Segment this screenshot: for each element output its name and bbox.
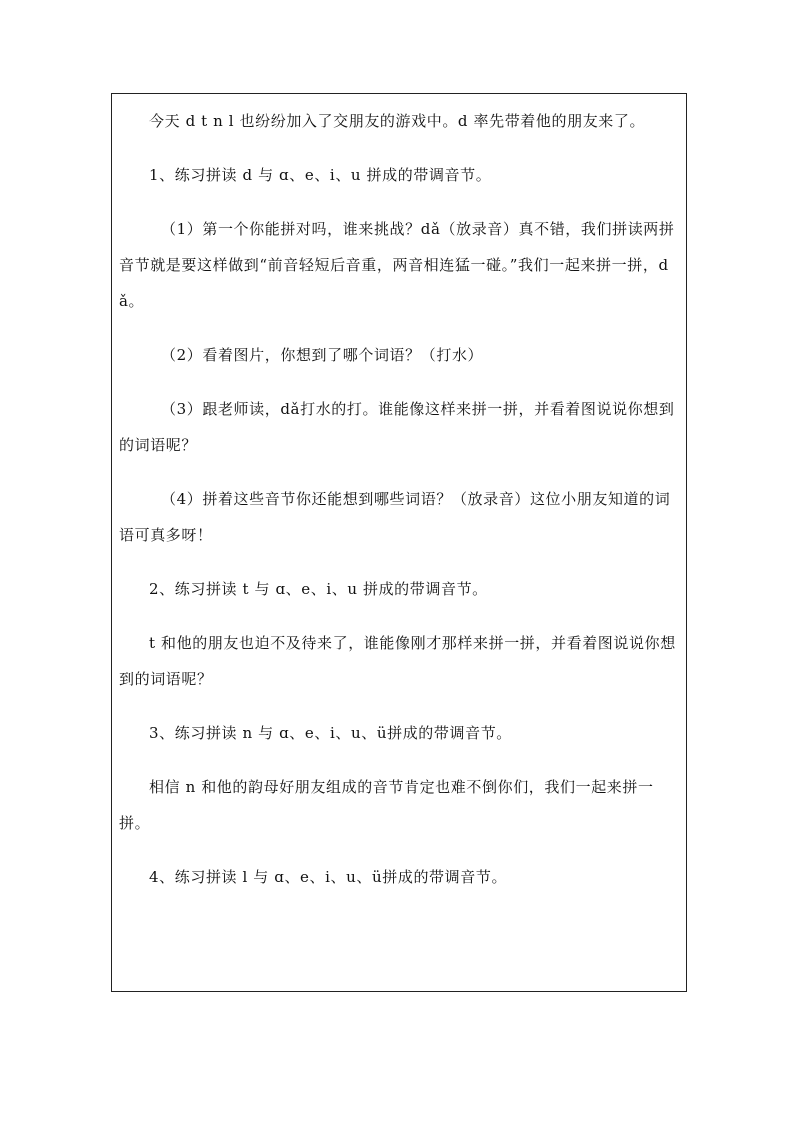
paragraph-step-1-part-1: （1）第一个你能拼对吗，谁来挑战？dǎ（放录音）真不错，我们拼读两拼音节就是要这样做到“前音轻短后音重，两音相连猛一碰。”我们一起来拼一拼，dǎ。	[119, 220, 675, 310]
paragraph-step-3: 3、练习拼读 n 与 ɑ、e、i、u、ü拼成的带调音节。	[149, 724, 512, 742]
paragraph-step-1-part-4: （4）拼着这些音节你还能想到哪些词语？（放录音）这位小朋友知道的词语可真多呀！	[119, 490, 671, 544]
lesson-content	[119, 103, 681, 895]
paragraph-step-2: 2、练习拼读 t 与 ɑ、e、i、u 拼成的带调音节。	[149, 580, 488, 598]
paragraph-step-1-part-2: （2）看着图片，你想到了哪个词语？（打水）	[161, 346, 484, 364]
paragraph-step-1: 1、练习拼读 d 与 ɑ、e、i、u 拼成的带调音节。	[149, 166, 492, 184]
paragraph-intro: 今天 d t n l 也纷纷加入了交朋友的游戏中。d 率先带着他的朋友来了。	[149, 112, 646, 130]
table-cell-frame	[111, 93, 687, 992]
paragraph-step-3-detail: 相信 n 和他的韵母好朋友组成的音节肯定也难不倒你们，我们一起来拼一拼。	[119, 778, 654, 832]
paragraph-step-4: 4、练习拼读 l 与 ɑ、e、i、u、ü拼成的带调音节。	[149, 868, 508, 886]
paragraph-step-2-detail: t 和他的朋友也迫不及待来了，谁能像刚才那样来拼一拼，并看着图说说你想到的词语呢？	[119, 634, 676, 688]
paragraph-step-1-part-3: （3）跟老师读，dǎ打水的打。谁能像这样来拼一拼，并看着图说说你想到的词语呢？	[119, 400, 675, 454]
